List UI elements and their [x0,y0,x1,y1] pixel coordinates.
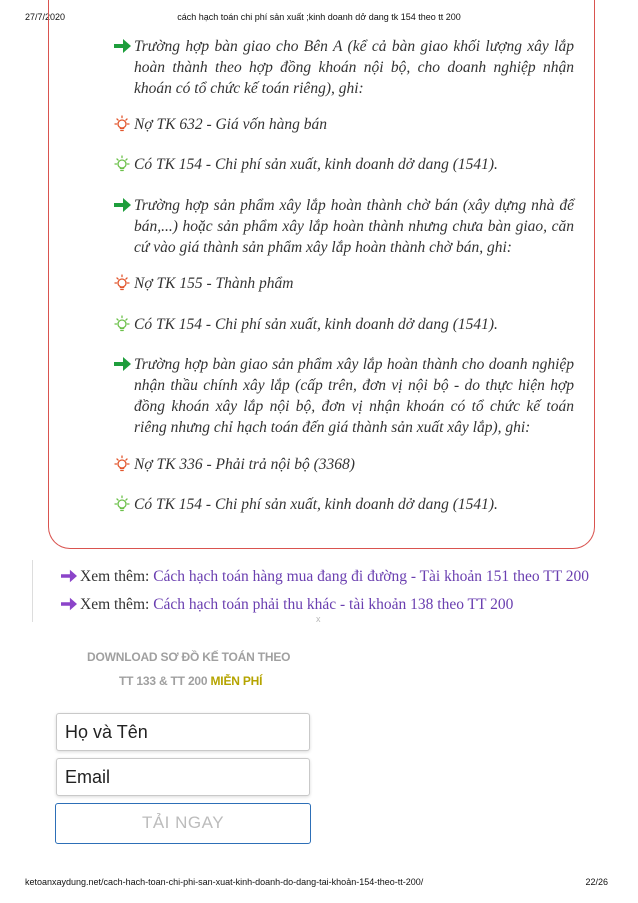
case-item [134,36,574,99]
divider [32,560,33,622]
download-subheading [119,674,262,688]
orange-lightbulb-icon [112,454,132,474]
see-more-prefix: Xem thêm: [80,596,154,613]
case-text: Trường hợp bàn giao sản phẩm xây lắp hoàn thành cho doanh nghiệp nhận thầu chính xây lắp (cấp trên, đơn vị nội bộ - do thực hiện hợp đồng khoán xây lắp nội bộ, đơn vị nhận khoán có tổ chức kế toán riêng nhưng chỉ hạch toán đến giá thành sản xuất xây lắp), ghi: [134,356,574,436]
debit-entry [134,273,584,294]
green-arrow-icon [112,195,132,215]
entry-text: Có TK 154 - Chi phí sản xuất, kinh doanh dở dang (1541). [134,156,498,173]
green-arrow-icon [112,354,132,374]
case-text: Trường hợp sản phẩm xây lắp hoàn thành chờ bán (xây dựng nhà để bán,...) hoặc sản phẩm xây lắp hoàn thành nhưng chưa bàn giao, căn cứ vào giá thành sản phẩm xây lắp hoàn thành chờ bán, ghi: [134,197,574,256]
see-more-item [60,596,513,614]
purple-arrow-icon [60,596,78,612]
debit-entry [134,454,584,475]
case-text: Trường hợp bàn giao cho Bên A (kể cả bàn giao khối lượng xây lắp hoàn thành theo hợp đồng khoán nội bộ, cho doanh nghiệp nhận khoán có tổ chức kế toán riêng), ghi: [134,38,574,97]
email-field[interactable]: Email [56,758,310,796]
page-number: 22/26 [585,877,608,887]
print-date: 27/7/2020 [25,12,66,22]
see-more-item [60,568,589,586]
see-more-link-138[interactable]: Cách hạch toán phải thu khác - tài khoản 138 theo TT 200 [153,596,514,613]
entry-text: Nợ TK 155 - Thành phẩm [134,275,294,292]
free-badge: MIỄN PHÍ [210,674,263,688]
green-lightbulb-icon [112,494,132,514]
print-page-title: cách hạch toán chi phí sản xuất ;kinh doanh dở dang tk 154 theo tt 200 [177,12,461,22]
entry-text: Nợ TK 336 - Phải trả nội bộ (3368) [134,456,355,473]
purple-arrow-icon [60,568,78,584]
see-more-link-151[interactable]: Cách hạch toán hàng mua đang đi đường - Tài khoản 151 theo TT 200 [153,568,590,585]
entry-text: Có TK 154 - Chi phí sản xuất, kinh doanh dở dang (1541). [134,496,498,513]
credit-entry [134,494,584,515]
debit-entry [134,114,584,135]
entry-text: Nợ TK 632 - Giá vốn hàng bán [134,116,327,133]
credit-entry [134,154,584,175]
case-item [134,354,574,438]
download-button[interactable]: TẢI NGAY [55,803,311,844]
name-field[interactable]: Họ và Tên [56,713,310,751]
credit-entry [134,314,584,335]
case-item [134,195,574,258]
footer-url: ketoanxaydung.net/cach-hach-toan-chi-phi-san-xuat-kinh-doanh-do-dang-tai-khoản-154-theo-tt-200/ [25,877,424,887]
see-more-prefix: Xem thêm: [80,568,154,585]
close-icon[interactable]: x [316,614,321,624]
green-lightbulb-icon [112,154,132,174]
orange-lightbulb-icon [112,273,132,293]
entry-text: Có TK 154 - Chi phí sản xuất, kinh doanh dở dang (1541). [134,316,498,333]
green-lightbulb-icon [112,314,132,334]
orange-lightbulb-icon [112,114,132,134]
download-standards: TT 133 & TT 200 [119,674,208,688]
download-heading: DOWNLOAD SƠ ĐỒ KẾ TOÁN THEO [87,650,291,664]
green-arrow-icon [112,36,132,56]
